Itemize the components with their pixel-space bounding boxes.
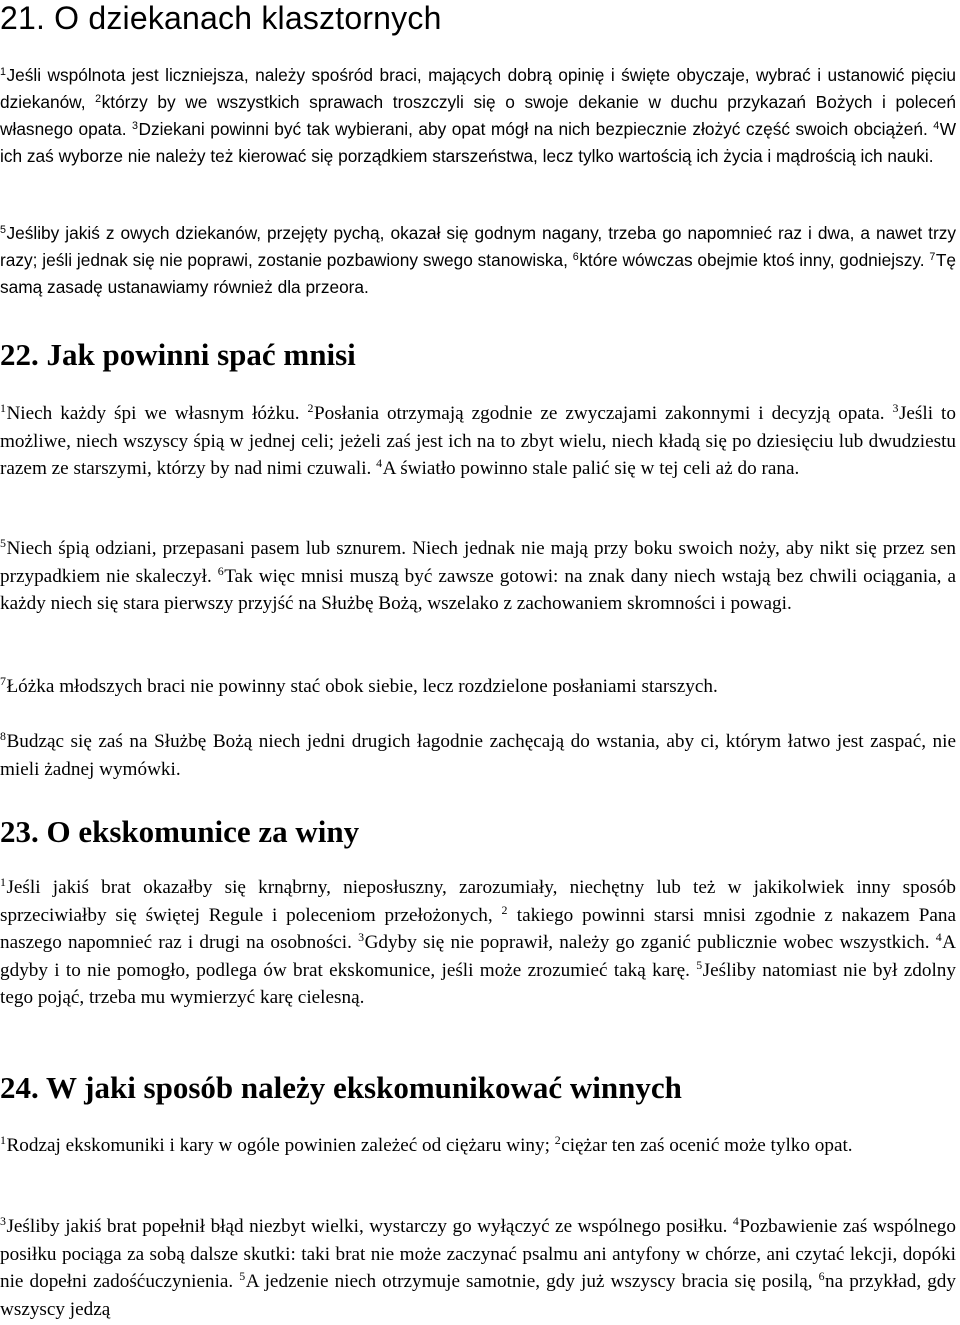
verse [555, 1135, 853, 1156]
verse-text: Jeśliby jakiś brat popełnił błąd niezbyt wielki, wystarczy go wyłączyć ze wspólnego posiłku. [6, 1216, 733, 1237]
verse-number: 4 [732, 1214, 739, 1229]
section-title: 21. O dziekanach klasztornych [0, 0, 442, 36]
verse-number: 6 [217, 563, 224, 578]
section-title: 23. O ekskomunice za winy [0, 814, 360, 849]
section-22-paragraph-2 [0, 535, 956, 618]
verse-number: 1 [0, 401, 6, 416]
verse-text: które wówczas obejmie ktoś inny, godniejszy. [579, 250, 930, 270]
verse-number: 4 [935, 930, 942, 945]
verse [0, 1135, 555, 1156]
section-title: 22. Jak powinni spać mnisi [0, 337, 356, 372]
paragraph [0, 728, 956, 783]
section-22-paragraph-3 [0, 673, 956, 701]
section-21-paragraph-1 [0, 62, 956, 170]
paragraph [0, 535, 956, 618]
verse-text: Jeśli to możliwe, niech wszyscy śpią w jednej celi; jeżeli zaś jest ich na to zbyt wielu, niech kładą się po dziesięciu lub dwudziestu razem ze starszymi, którzy by nad nimi czuwali. [0, 403, 956, 479]
verse-text: ciężar ten zaś ocenić może tylko opat. [561, 1135, 853, 1156]
verse-number: 3 [0, 1214, 6, 1229]
section-23-paragraph-1 [0, 874, 956, 1012]
verse-text: którzy by we wszystkich sprawach troszczyli się o swoje dekanie w duchu przykazań Bożych i poleceń własnego opata. [0, 92, 957, 139]
verse-text: A jedzenie niech otrzymuje samotnie, gdy już wszyscy bracia się posilą, [245, 1271, 819, 1292]
section-23 [0, 814, 956, 850]
verse-number: 6 [818, 1269, 825, 1284]
verse-text: Jeśliby jakiś z owych dziekanów, przejęty pychą, okazał się godnym nagany, trzeba go napomnieć raz i dwa, a nawet trzy razy; jeśli jednak się nie poprawi, zostanie pozbawiony swego stanowiska, [0, 223, 956, 270]
verse-text: Rodzaj ekskomuniki i kary w ogóle powinien zależeć od ciężaru winy; [6, 1135, 555, 1156]
verse [239, 1271, 818, 1292]
paragraph [0, 1132, 956, 1160]
verse-number: 1 [0, 875, 6, 890]
verse-number: 1 [0, 66, 6, 79]
section-24 [0, 1070, 956, 1106]
verse-number: 3 [132, 120, 138, 133]
verse-number: 1 [0, 1133, 6, 1148]
verse-number: 7 [0, 674, 6, 689]
paragraph [0, 62, 956, 170]
verse [0, 403, 308, 424]
verse-text: Jeśli wspólnota jest liczniejsza, należy spośród braci, mających dobrą opinię i święte obyczaje, wybrać i ustanowić pięciu dziekanów, [0, 65, 956, 112]
verse-number: 3 [358, 930, 365, 945]
section-21 [0, 0, 956, 36]
section-22-paragraph-4 [0, 728, 956, 783]
verse-number: 5 [239, 1269, 246, 1284]
verse-text: Posłania otrzymają zgodnie ze zwyczajami zakonnymi i decyzją opata. [313, 403, 893, 424]
section-22 [0, 337, 956, 373]
verse-text: A światło powinno stale palić się w tej celi aż do rana. [382, 458, 800, 479]
paragraph [0, 1213, 956, 1323]
paragraph [0, 673, 956, 701]
verse [376, 458, 799, 479]
verse-number: 3 [892, 401, 899, 416]
verse-number: 4 [376, 456, 383, 471]
section-title: 24. W jaki sposób należy ekskomunikować winnych [0, 1070, 682, 1105]
verse-text: Łóżka młodszych braci nie powinny stać obok siebie, lecz rozdzielone posłaniami starszych. [6, 676, 718, 697]
verse-text: Dziekani powinni być tak wybierani, aby opat mógł na nich bezpiecznie złożyć część swoich obciążeń. [138, 119, 934, 139]
verse-text: na przykład, gdy wszyscy jedzą [0, 1271, 956, 1320]
verse-text: Niech śpią odziani, przepasani pasem lub sznurem. Niech jednak nie mają przy boku swoich noży, aby nikt się przez sen przypadkiem nie skaleczył. [0, 538, 956, 587]
paragraph [0, 874, 956, 1012]
verse [358, 932, 936, 953]
verse-number: 2 [554, 1133, 561, 1148]
verse [0, 731, 956, 780]
paragraph [0, 400, 956, 483]
verse-number: 7 [929, 251, 936, 264]
verse-number: 5 [0, 536, 6, 551]
verse-text: Tę samą zasadę ustanawiamy również dla przeora. [0, 250, 956, 297]
section-22-paragraph-1 [0, 400, 956, 483]
verse-number: 8 [0, 729, 6, 744]
section-21-paragraph-2 [0, 220, 956, 301]
paragraph [0, 220, 956, 301]
verse-number: 2 [95, 93, 102, 106]
verse-text: A gdyby i to nie pomogło, podlega ów brat ekskomunice, jeśli może zrozumieć taką karę. [0, 932, 957, 981]
verse-number: 5 [696, 957, 703, 972]
verse [573, 250, 930, 270]
verse-number: 2 [307, 401, 314, 416]
verse-text: Jeśli jakiś brat okazałby się krnąbrny, nieposłuszny, zarozumiały, niechętny lub też w jakikolwiek inny sposób sprzeciwiałby się świętej Regule i poleceniom przełożonych, [0, 877, 956, 926]
verse-text: Pozbawienie zaś wspólnego posiłku pociąga za sobą dalsze skutki: taki brat nie może zaczynać psalmu ani antyfony w chórze, ani czytać lekcji, dopóki nie dopełni zadośćuczynienia. [0, 1216, 956, 1292]
verse-text: takiego powinni starsi mnisi zgodnie z nakazem Pana naszego napomnieć raz i drugi na osobności. [0, 904, 956, 953]
verse-text: Jeśliby natomiast nie był zdolny tego pojąć, trzeba mu wymierzyć karę cielesną. [0, 959, 956, 1008]
verse-number: 4 [933, 120, 940, 133]
verse-number: 2 [501, 902, 508, 917]
verse-text: Budząc się zaś na Służbę Bożą niech jedni drugich łagodnie zachęcają do wstania, aby ci, którym łatwo jest zaspać, nie mieli żadnej wymówki. [0, 731, 956, 780]
verse [0, 676, 718, 697]
verse-text: W ich zaś wyborze nie należy też kierować się porządkiem starszeństwa, lecz tylko wartością ich życia i mądrością ich nauki. [0, 119, 956, 166]
verse-number: 6 [572, 251, 579, 264]
verse [0, 1216, 733, 1237]
verse-text: Gdyby się nie poprawił, należy go zganić publicznie wobec wszystkich. [364, 932, 936, 953]
verse-text: Tak więc mnisi muszą być zawsze gotowi: na znak dany niech wstają bez chwili ociągania, a każdy niech się stara pierwszy przyjść na Służbę Bożą, wszelako z zachowaniem skromności i powagi. [0, 565, 956, 614]
verse-text: Niech każdy śpi we własnym łóżku. [6, 403, 308, 424]
verse [132, 119, 933, 139]
verse [308, 403, 893, 424]
section-24-paragraph-1 [0, 1132, 956, 1160]
section-24-paragraph-2 [0, 1213, 956, 1323]
verse-number: 5 [0, 224, 6, 237]
